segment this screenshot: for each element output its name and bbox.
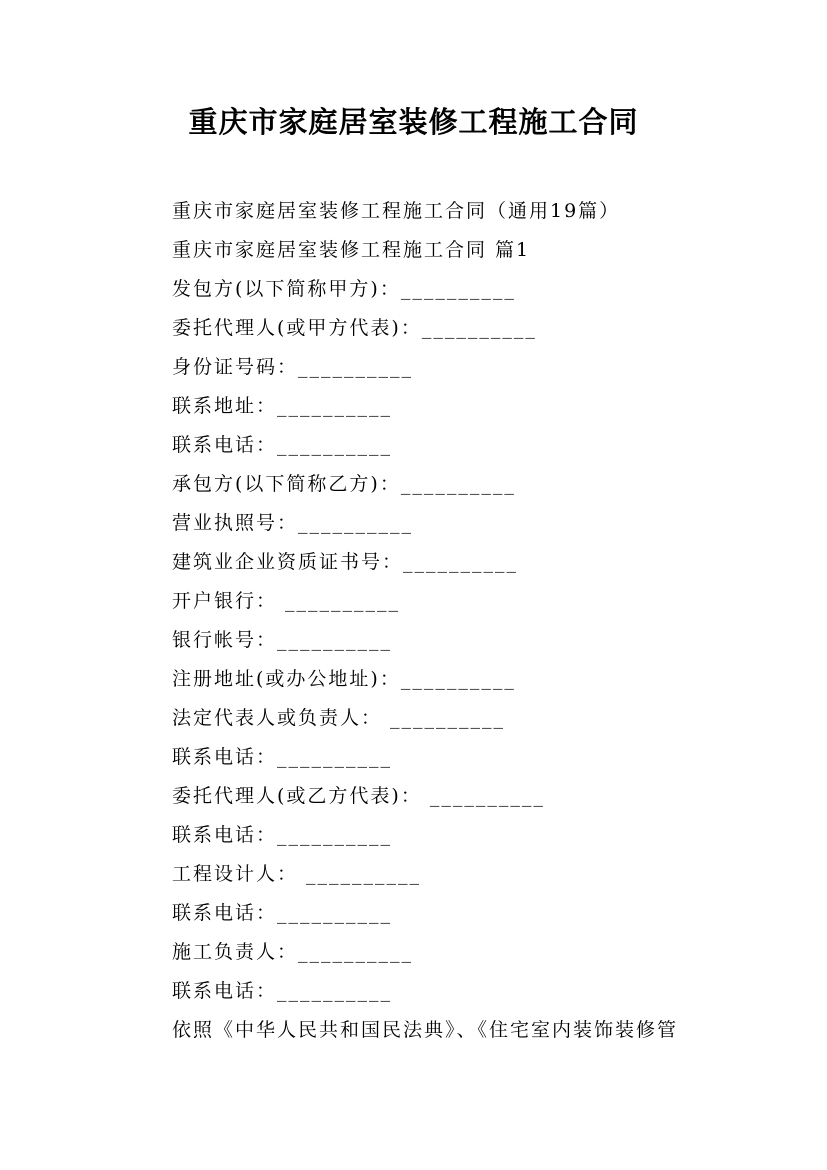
text-line: 联系电话：__________ (172, 980, 393, 1002)
text-line: 联系电话：__________ (172, 902, 393, 924)
text-line: 联系电话：__________ (172, 434, 393, 456)
document-body (172, 196, 772, 1054)
text-line: 开户银行： __________ (172, 590, 401, 612)
text-line: 银行帐号：__________ (172, 629, 393, 651)
text-line: 联系地址：__________ (172, 395, 393, 417)
text-line: 联系电话：__________ (172, 824, 393, 846)
text-line: 重庆市家庭居室装修工程施工合同（通用19篇） (172, 200, 621, 222)
text-line: 联系电话：__________ (172, 746, 393, 768)
text-line: 注册地址(或办公地址)：__________ (172, 668, 516, 690)
text-line: 营业执照号：__________ (172, 512, 414, 534)
text-line: 身份证号码：__________ (172, 356, 414, 378)
text-line: 法定代表人或负责人： __________ (172, 707, 506, 729)
text-line: 承包方(以下简称乙方)：__________ (172, 473, 516, 495)
text-line: 依照《中华人民共和国民法典》、《住宅室内装饰装修管 (172, 1019, 679, 1041)
text-line: 委托代理人(或乙方代表)： __________ (172, 785, 545, 807)
text-line: 重庆市家庭居室装修工程施工合同 篇1 (172, 239, 531, 261)
text-line: 委托代理人(或甲方代表)：__________ (172, 317, 537, 339)
text-line: 发包方(以下简称甲方)：__________ (172, 278, 516, 300)
document-title: 重庆市家庭居室装修工程施工合同 (188, 105, 639, 139)
text-line: 施工负责人：__________ (172, 941, 414, 963)
text-line: 建筑业企业资质证书号：__________ (172, 551, 519, 573)
text-line: 工程设计人： __________ (172, 863, 422, 885)
